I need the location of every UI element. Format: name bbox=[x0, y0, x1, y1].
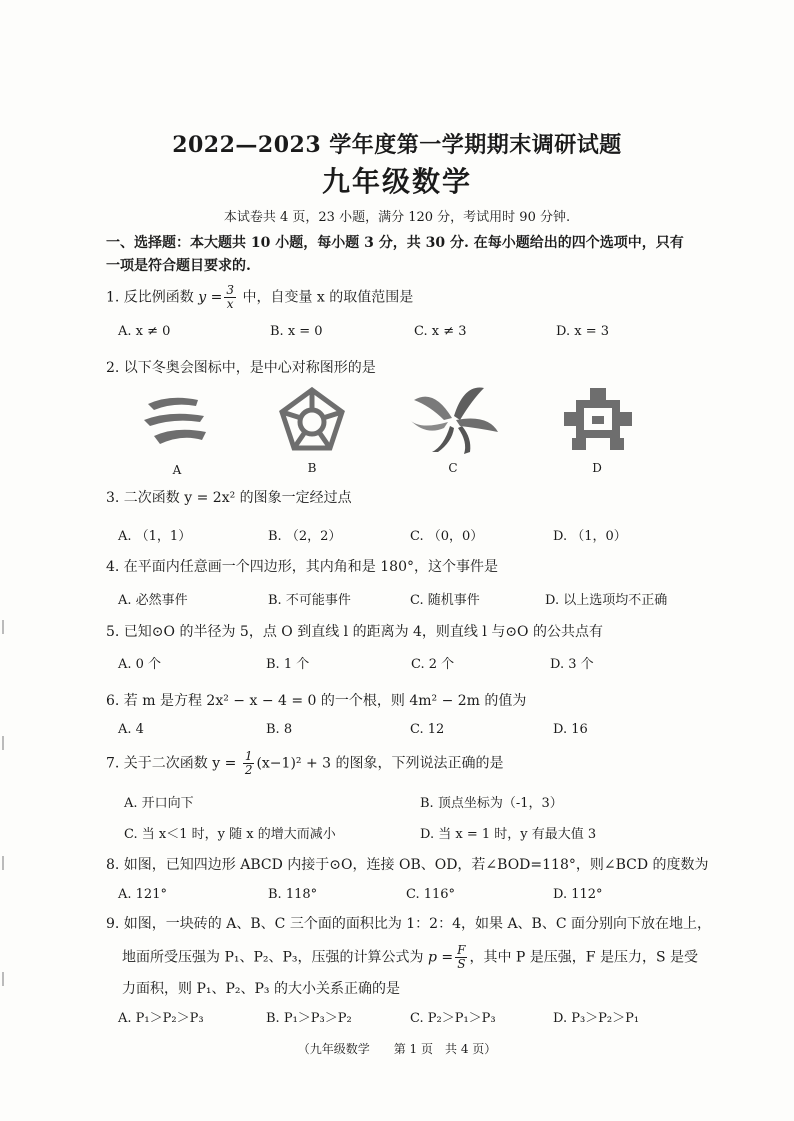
logo-a-label[interactable]: A bbox=[172, 463, 182, 477]
q8-option-d[interactable]: D. 112° bbox=[553, 887, 603, 902]
binding-mark bbox=[2, 736, 10, 750]
q1-option-a[interactable]: A. x ≠ 0 bbox=[118, 324, 171, 339]
q9-fraction bbox=[455, 944, 467, 971]
q6-option-b[interactable]: B. 8 bbox=[266, 722, 293, 737]
q9-frac-den: S bbox=[457, 957, 466, 971]
q1-option-c[interactable]: C. x ≠ 3 bbox=[414, 324, 467, 339]
q3-option-c[interactable]: C. （0，0） bbox=[410, 529, 484, 544]
q5-option-c[interactable]: C. 2 个 bbox=[411, 657, 455, 672]
q8-option-a[interactable]: A. 121° bbox=[118, 887, 167, 902]
question-2-stem: 2. 以下冬奥会图标中，是中心对称图形的是 bbox=[106, 360, 376, 376]
q5-option-a[interactable]: A. 0 个 bbox=[118, 657, 162, 672]
q6-option-c[interactable]: C. 12 bbox=[410, 722, 445, 737]
q9-frac-num: F bbox=[457, 943, 466, 957]
q1-frac-den: x bbox=[226, 297, 234, 311]
q9-func: p = bbox=[428, 949, 454, 966]
q9-line2-post: ，其中 P 是压强，F 是压力，S 是受 bbox=[469, 949, 699, 966]
logo-a-icon bbox=[140, 390, 212, 454]
q1-stem-pre: 1. 反比例函数 bbox=[106, 289, 199, 306]
q9-option-a[interactable]: A. P₁＞P₂＞P₃ bbox=[118, 1011, 204, 1026]
q7-frac-num: 1 bbox=[244, 749, 253, 763]
q8-option-c[interactable]: C. 116° bbox=[406, 887, 456, 902]
q7-fraction bbox=[243, 750, 255, 777]
q7-option-b[interactable]: B. 顶点坐标为（-1，3） bbox=[420, 796, 563, 811]
question-6-stem: 6. 若 m 是方程 2x² − x − 4 = 0 的一个根，则 4m² − 2m 的值为 bbox=[106, 693, 527, 709]
question-9-stem-line-2 bbox=[122, 944, 698, 971]
q1-option-d[interactable]: D. x = 3 bbox=[556, 324, 609, 339]
exam-subtitle: 九年级数学 bbox=[321, 165, 472, 198]
question-8-stem: 8. 如图，已知四边形 ABCD 内接于⊙O，连接 OB、OD，若∠BOD=118°，则∠BCD 的度数为 bbox=[106, 857, 709, 873]
logo-b-label[interactable]: B bbox=[307, 461, 317, 475]
q9-line2-pre: 地面所受压强为 P₁、P₂、P₃，压强的计算公式为 bbox=[122, 949, 428, 966]
logo-d-icon bbox=[562, 386, 634, 452]
page-footer: （九年级数学 第 1 页 共 4 页） bbox=[297, 1042, 497, 1056]
question-4-stem: 4. 在平面内任意画一个四边形，其内角和是 180°，这个事件是 bbox=[106, 559, 498, 575]
q4-option-d[interactable]: D. 以上选项均不正确 bbox=[545, 593, 668, 608]
logo-c-label[interactable]: C bbox=[448, 461, 458, 475]
q7-option-c[interactable]: C. 当 x＜1 时，y 随 x 的增大而减小 bbox=[124, 827, 336, 842]
binding-mark bbox=[2, 972, 10, 986]
section-heading: 一、选择题：本大题共 10 小题，每小题 3 分，共 30 分. 在每小题给出的四个选项中，只有一项是符合题目要求的. bbox=[106, 235, 684, 274]
q7-option-a[interactable]: A. 开口向下 bbox=[124, 796, 194, 811]
q7-stem-pre: 7. 关于二次函数 y = bbox=[106, 755, 241, 772]
logo-b-icon bbox=[274, 384, 350, 456]
question-5-stem: 5. 已知⊙O 的半径为 5，点 O 到直线 l 的距离为 4，则直线 l 与⊙O 的公共点有 bbox=[106, 624, 603, 640]
exam-title: 2022—2023 学年度第一学期期末调研试题 bbox=[172, 132, 622, 158]
q1-func: y = bbox=[198, 289, 223, 306]
exam-note: 本试卷共 4 页，23 小题，满分 120 分，考试用时 90 分钟. bbox=[223, 210, 571, 225]
q7-stem-post: (x−1)² + 3 的图象，下列说法正确的是 bbox=[256, 755, 504, 772]
q5-option-d[interactable]: D. 3 个 bbox=[550, 657, 594, 672]
question-3-stem: 3. 二次函数 y = 2x² 的图象一定经过点 bbox=[106, 490, 352, 506]
q4-option-b[interactable]: B. 不可能事件 bbox=[268, 593, 351, 608]
q9-option-c[interactable]: C. P₂＞P₁＞P₃ bbox=[410, 1011, 496, 1026]
q4-option-c[interactable]: C. 随机事件 bbox=[410, 593, 480, 608]
q7-frac-den: 2 bbox=[244, 763, 253, 777]
binding-mark bbox=[2, 856, 10, 870]
q5-option-b[interactable]: B. 1 个 bbox=[266, 657, 310, 672]
q3-option-d[interactable]: D. （1，0） bbox=[553, 529, 627, 544]
q1-stem-post: 中，自变量 x 的取值范围是 bbox=[238, 289, 414, 306]
question-9-stem-line-3: 力面积，则 P₁、P₂、P₃ 的大小关系正确的是 bbox=[122, 981, 400, 997]
q6-option-d[interactable]: D. 16 bbox=[553, 722, 588, 737]
q1-option-b[interactable]: B. x = 0 bbox=[270, 324, 323, 339]
question-1-stem bbox=[106, 284, 413, 311]
q1-frac-num: 3 bbox=[226, 283, 234, 297]
q9-option-b[interactable]: B. P₁＞P₃＞P₂ bbox=[266, 1011, 352, 1026]
q7-option-d[interactable]: D. 当 x = 1 时，y 有最大值 3 bbox=[420, 827, 597, 842]
question-9-stem-line-1: 9. 如图，一块砖的 A、B、C 三个面的面积比为 1：2：4，如果 A、B、C 面分别向下放在地上， bbox=[106, 916, 711, 932]
logo-d-label[interactable]: D bbox=[592, 461, 602, 475]
q6-option-a[interactable]: A. 4 bbox=[118, 722, 144, 737]
q4-option-a[interactable]: A. 必然事件 bbox=[118, 593, 188, 608]
logo-c-icon bbox=[404, 380, 500, 456]
q3-option-b[interactable]: B. （2，2） bbox=[268, 529, 342, 544]
binding-mark bbox=[2, 620, 10, 634]
q1-fraction bbox=[224, 284, 236, 311]
question-7-stem bbox=[106, 750, 504, 777]
q8-option-b[interactable]: B. 118° bbox=[268, 887, 318, 902]
q3-option-a[interactable]: A. （1，1） bbox=[118, 529, 192, 544]
q9-option-d[interactable]: D. P₃＞P₂＞P₁ bbox=[553, 1011, 640, 1026]
